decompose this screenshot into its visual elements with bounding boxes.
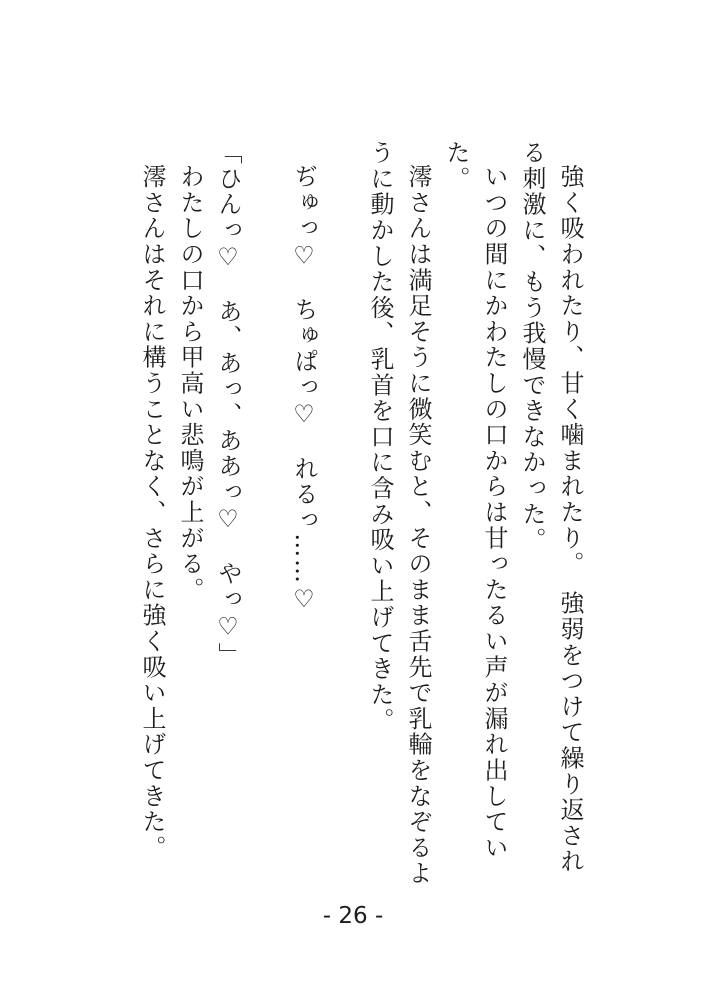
- page-number: - 26 -: [322, 903, 384, 929]
- vertical-text-block: [133, 140, 589, 888]
- blank-line: [247, 140, 285, 888]
- blank-line: [323, 140, 361, 888]
- paragraph-line: 「ひんっ♡ あ、あっ、ああっ♡ やっ♡」: [214, 140, 242, 668]
- paragraph-line: 澪さんは満足そうに微笑むと、そのまま舌先で乳輪をなぞるように動かした後、乳首を口に含み吸い上げてきた。: [366, 140, 432, 887]
- paragraph-line: 強く吸われたり、甘く噛まれたり。 強弱をつけて繰り返される刺激に、もう我慢できなかった。: [518, 140, 584, 875]
- paragraph-line: ぢゅっ♡ ちゅぱっ♡ れるっ……♡: [290, 164, 318, 615]
- paragraph-line: 澪さんはそれに構うことなく、さらに強く吸い上げてきた。: [138, 164, 166, 861]
- paragraph-line: いつの間にかわたしの口からは甘ったるい声が漏れ出していた。: [442, 140, 508, 861]
- paragraph-line: わたしの口から甲高い悲鳴が上がる。: [176, 164, 204, 603]
